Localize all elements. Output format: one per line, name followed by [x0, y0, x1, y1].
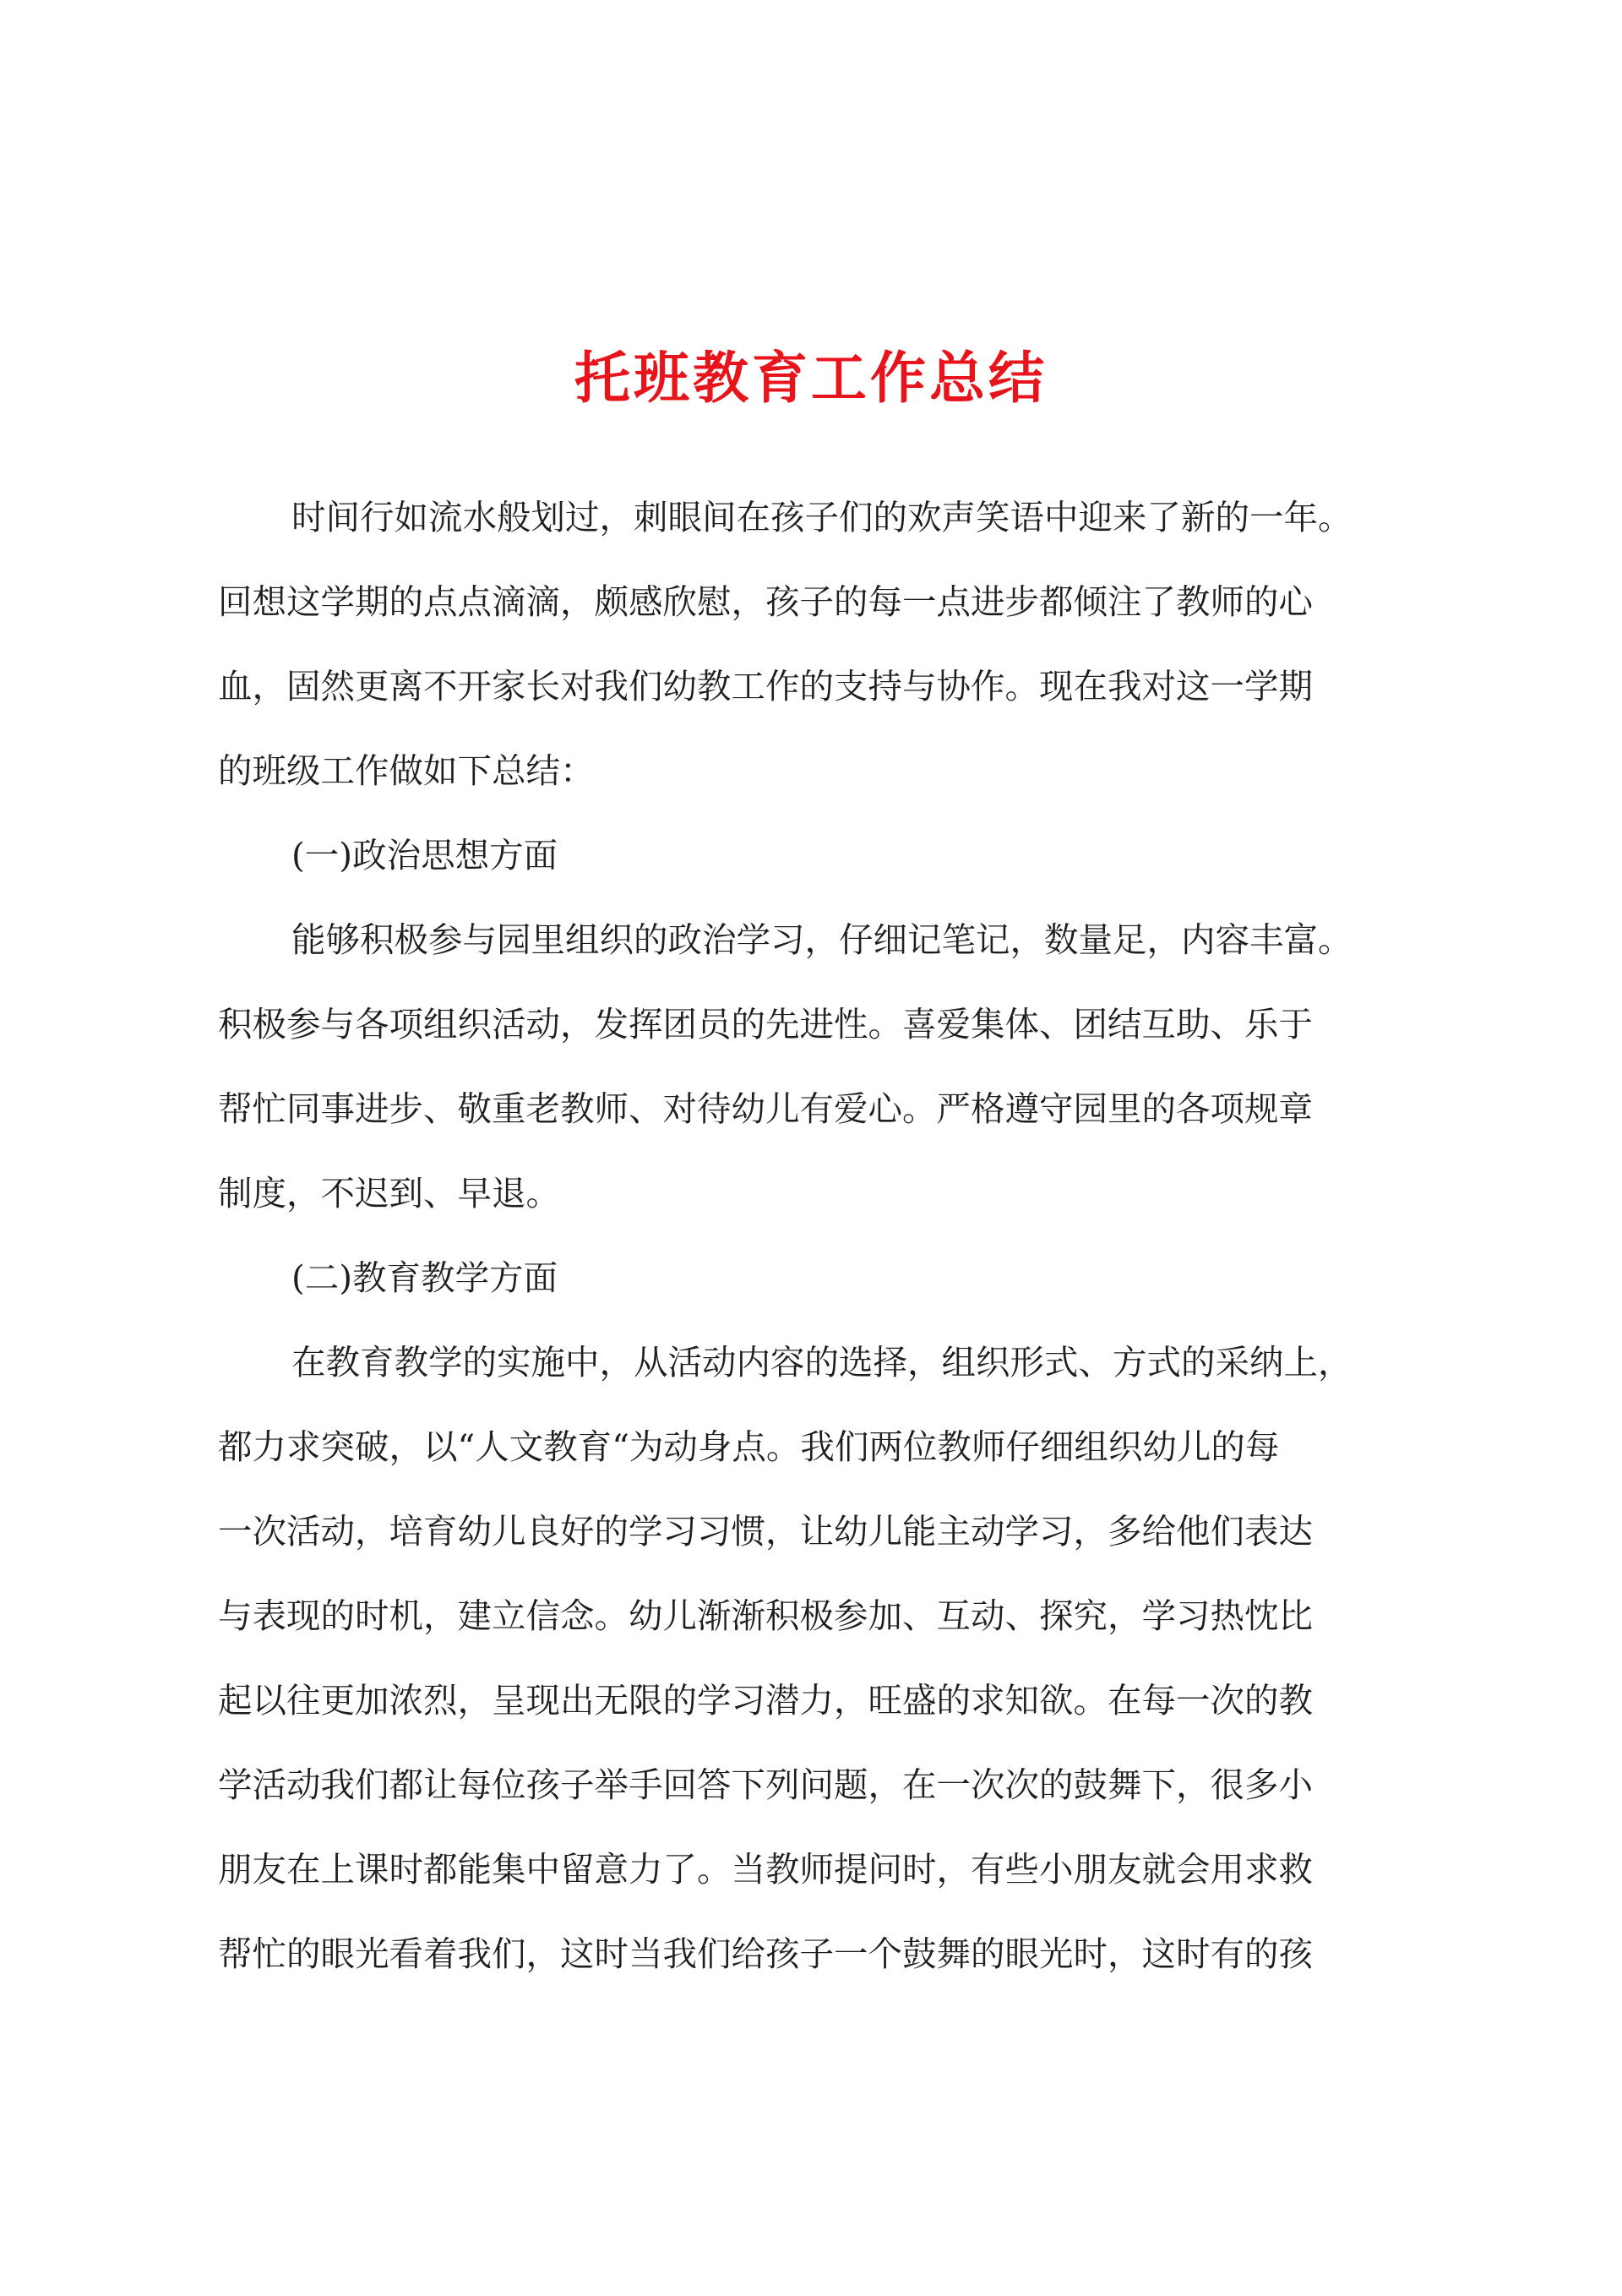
- paragraph-line: 回想这学期的点点滴滴，颇感欣慰，孩子的每一点进步都倾注了教师的心: [218, 581, 1313, 622]
- paragraph-line: 在教育教学的实施中，从活动内容的选择，组织形式、方式的采纳上，: [291, 1342, 1353, 1383]
- paragraph-line: 起以往更加浓烈，呈现出无限的学习潜力，旺盛的求知欲。在每一次的教: [218, 1680, 1313, 1721]
- paragraph-line: 血，固然更离不开家长对我们幼教工作的支持与协作。现在我对这一学期: [218, 666, 1313, 706]
- section-heading: (一)政治思想方面: [291, 835, 558, 875]
- paragraph-line: 制度，不迟到、早退。: [218, 1173, 560, 1213]
- paragraph-line: 帮忙的眼光看着我们，这时当我们给孩子一个鼓舞的眼光时，这时有的孩: [218, 1933, 1313, 1974]
- section-heading: (二)教育教学方面: [291, 1257, 558, 1298]
- paragraph-line: 都力求突破，以“人文教育“为动身点。我们两位教师仔细组织幼儿的每: [218, 1426, 1280, 1467]
- paragraph-line: 与表现的时机，建立信念。幼儿渐渐积极参加、互动、探究，学习热忱比: [218, 1595, 1313, 1636]
- paragraph-line: 帮忙同事进步、敬重老教师、对待幼儿有爱心。严格遵守园里的各项规章: [218, 1088, 1313, 1129]
- paragraph-line: 朋友在上课时都能集中留意力了。当教师提问时，有些小朋友就会用求救: [218, 1849, 1313, 1890]
- document-title: 托班教育工作总结: [574, 345, 1048, 411]
- paragraph-line: 时间行如流水般划过，刺眼间在孩子们的欢声笑语中迎来了新的一年。: [291, 497, 1353, 537]
- paragraph-line: 学活动我们都让每位孩子举手回答下列问题，在一次次的鼓舞下，很多小: [218, 1764, 1313, 1805]
- paragraph-line: 的班级工作做如下总结：: [218, 750, 595, 791]
- paragraph-line: 一次活动，培育幼儿良好的学习习惯，让幼儿能主动学习，多给他们表达: [218, 1511, 1313, 1552]
- paragraph-line: 积极参与各项组织活动，发挥团员的先进性。喜爱集体、团结互助、乐于: [218, 1004, 1313, 1044]
- paragraph-line: 能够积极参与园里组织的政治学习，仔细记笔记，数量足，内容丰富。: [291, 919, 1353, 960]
